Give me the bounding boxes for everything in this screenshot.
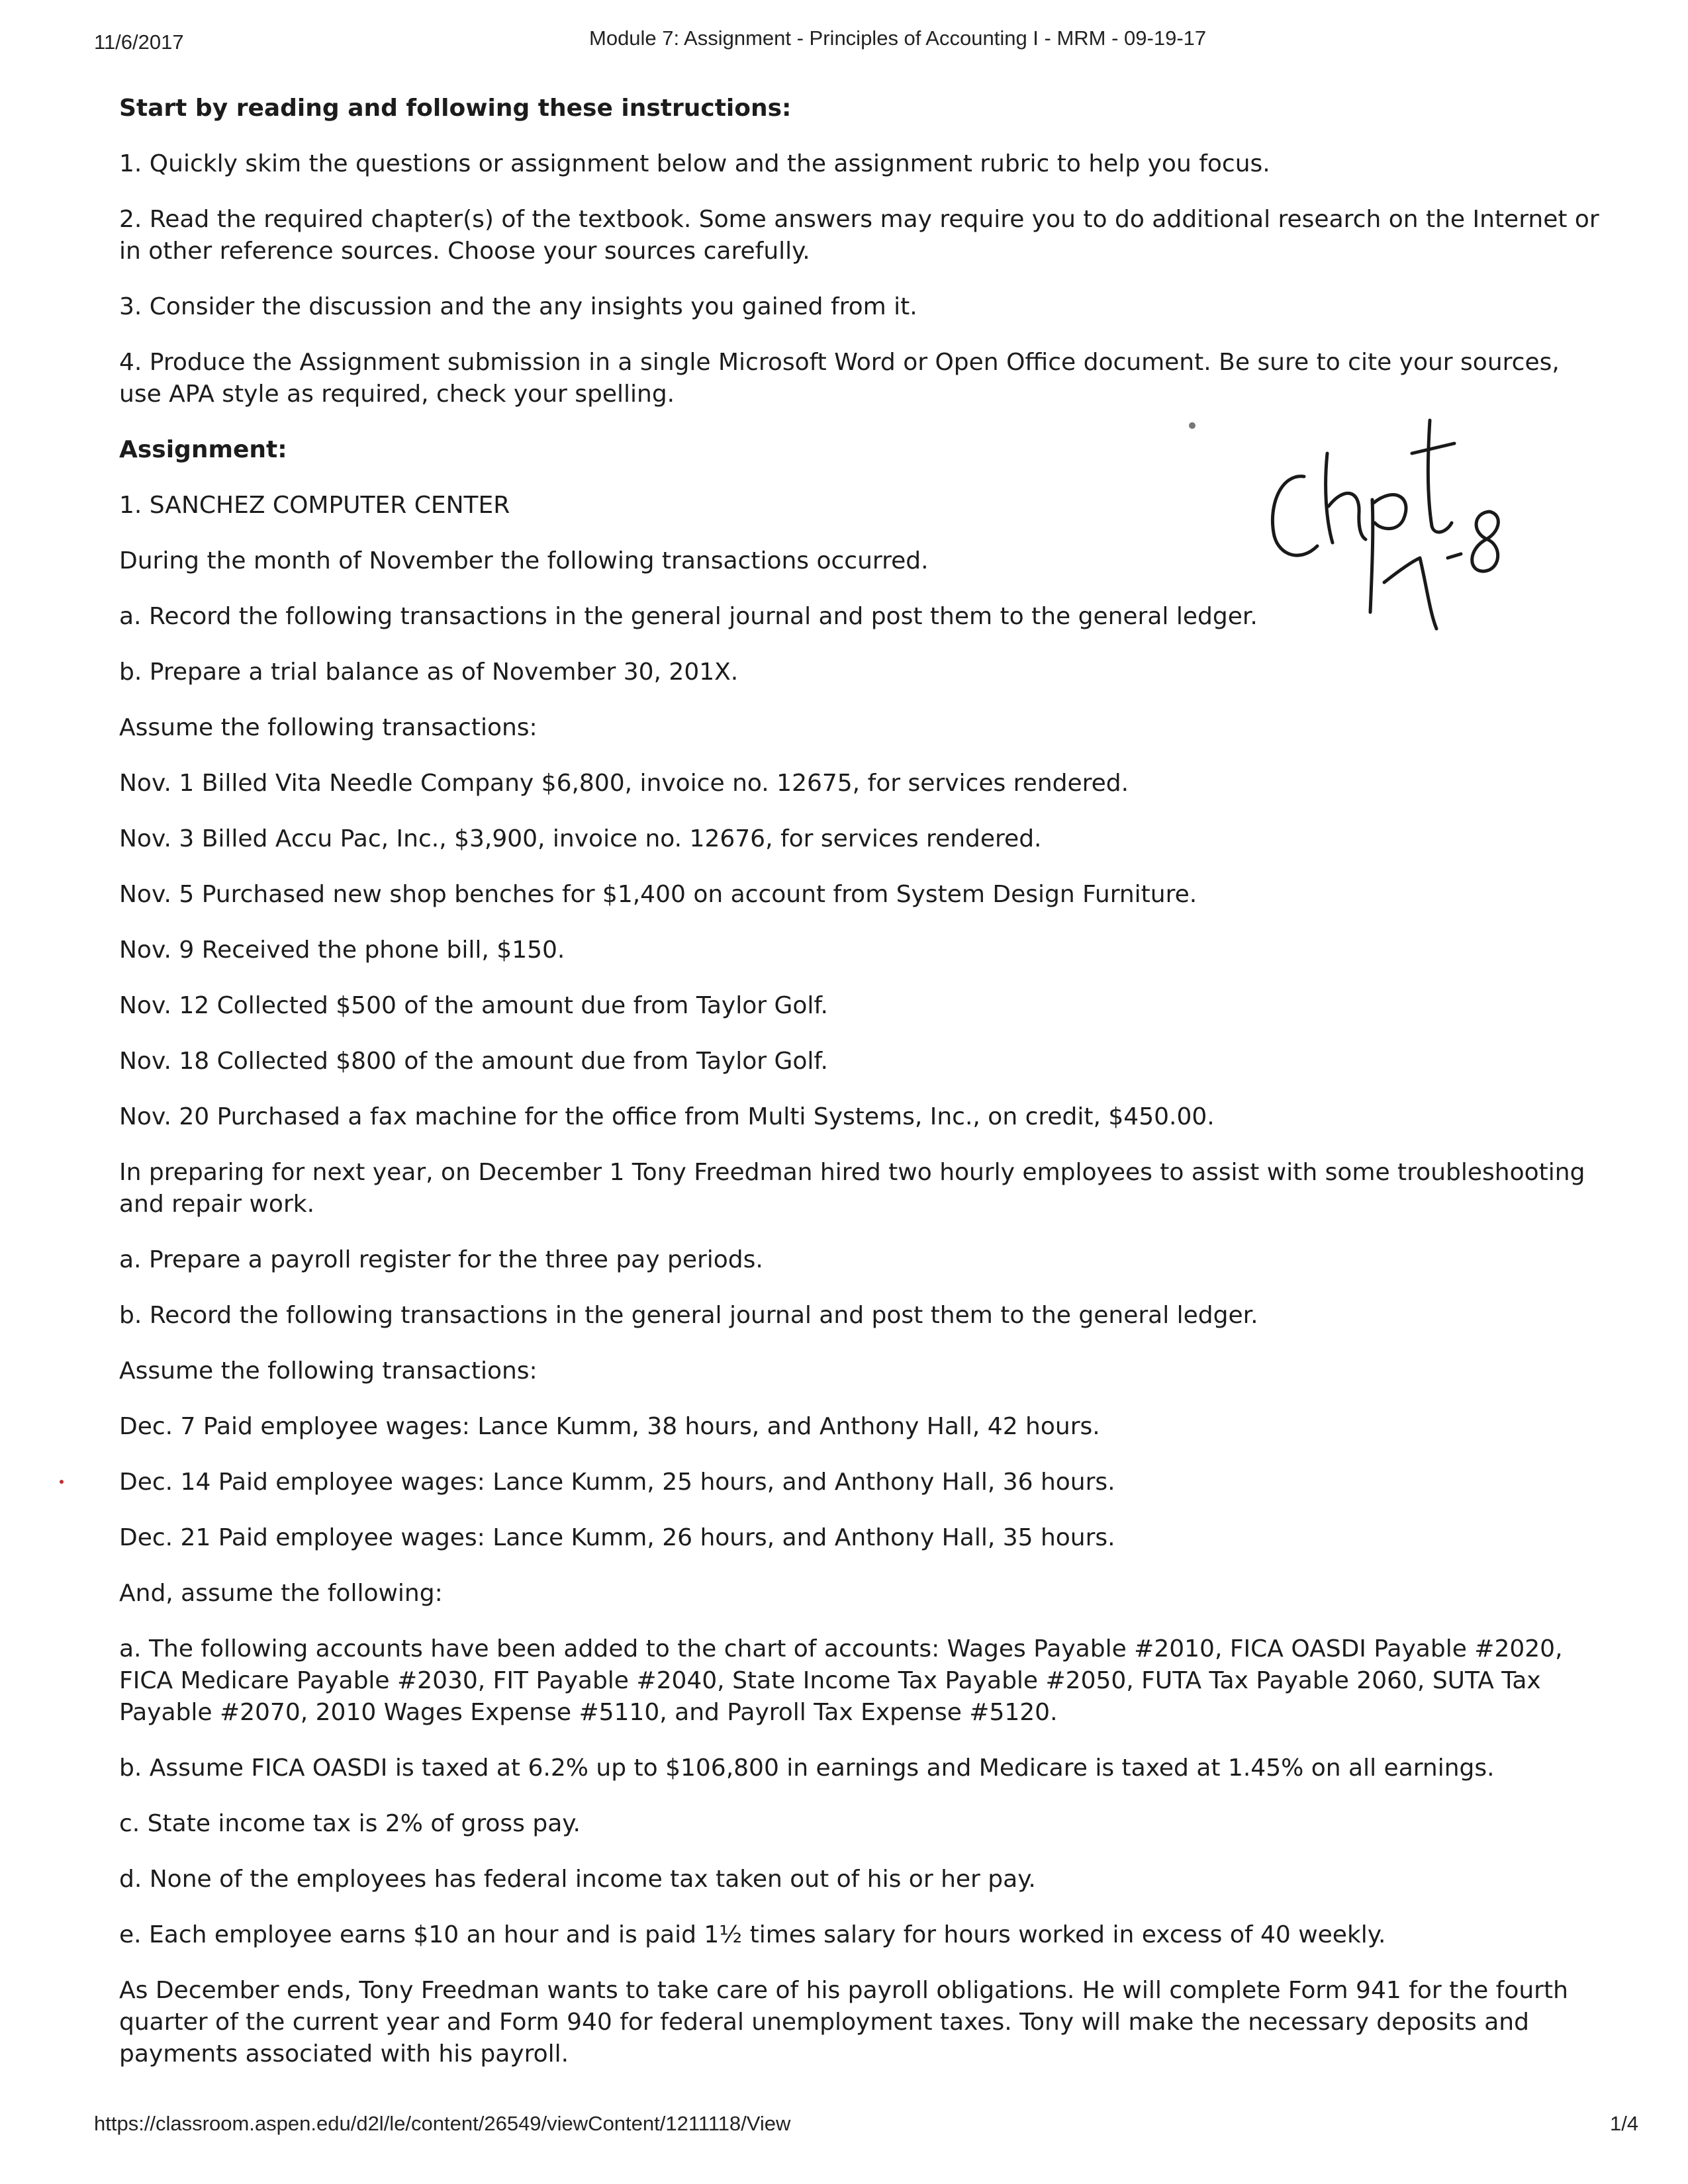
instruction-item-4: 4. Produce the Assignment submission in a single Microsoft Word or Open Office document. Be sure to cite your sources, use APA style as required, check your spelling.: [119, 349, 1560, 408]
document-body: [119, 93, 1609, 2094]
transaction-nov-9: Nov. 9 Received the phone bill, $150.: [119, 936, 565, 964]
source-url: https://classroom.aspen.edu/d2l/le/content/26549/viewContent/1211118/View: [94, 2112, 791, 2135]
transaction-nov-3: Nov. 3 Billed Accu Pac, Inc., $3,900, invoice no. 12676, for services rendered.: [119, 825, 1042, 852]
payroll-task-a: a. Prepare a payroll register for the three pay periods.: [119, 1246, 763, 1273]
november-intro: During the month of November the following transactions occurred.: [119, 547, 929, 574]
assumption-d-federal-tax: d. None of the employees has federal income tax taken out of his or her pay.: [119, 1866, 1036, 1893]
payroll-task-b: b. Record the following transactions in the general journal and post them to the general ledger.: [119, 1302, 1258, 1329]
instruction-item-1: 1. Quickly skim the questions or assignment below and the assignment rubric to help you focus.: [119, 150, 1270, 177]
assumption-c-state-tax: c. State income tax is 2% of gross pay.: [119, 1810, 581, 1837]
transaction-nov-12: Nov. 12 Collected $500 of the amount due from Taylor Golf.: [119, 992, 828, 1019]
assume-transactions-label-2: Assume the following transactions:: [119, 1357, 538, 1385]
assignment-heading: Assignment:: [119, 436, 287, 463]
instruction-item-3: 3. Consider the discussion and the any insights you gained from it.: [119, 293, 917, 320]
transaction-nov-18: Nov. 18 Collected $800 of the amount due from Taylor Golf.: [119, 1048, 828, 1075]
assume-transactions-label: Assume the following transactions:: [119, 714, 538, 741]
assumption-b-fica: b. Assume FICA OASDI is taxed at 6.2% up to $106,800 in earnings and Medicare is taxed at 1.45% on all earnings.: [119, 1754, 1495, 1782]
december-intro: In preparing for next year, on December 1 Tony Freedman hired two hourly employees to assist with some troubleshooting and repair work.: [119, 1159, 1585, 1218]
transaction-nov-20: Nov. 20 Purchased a fax machine for the office from Multi Systems, Inc., on credit, $450.00.: [119, 1103, 1215, 1130]
handwritten-chapter-note: [1254, 414, 1552, 632]
transaction-dec-14: Dec. 14 Paid employee wages: Lance Kumm, 25 hours, and Anthony Hall, 36 hours.: [119, 1469, 1115, 1496]
transaction-dec-7: Dec. 7 Paid employee wages: Lance Kumm, 38 hours, and Anthony Hall, 42 hours.: [119, 1413, 1100, 1440]
scan-speck: [60, 1480, 64, 1484]
company-name: 1. SANCHEZ COMPUTER CENTER: [119, 492, 510, 519]
task-a-journal: a. Record the following transactions in the general journal and post them to the general ledger.: [119, 603, 1258, 630]
instruction-item-2: 2. Read the required chapter(s) of the textbook. Some answers may require you to do additional research on the Internet or in other reference sources. Choose your sources carefully.: [119, 206, 1599, 265]
closing-paragraph: As December ends, Tony Freedman wants to take care of his payroll obligations. He will complete Form 941 for the fourth quarter of the current year and Form 940 for federal unemployment taxes. Tony will make the necessary deposits and payments associated with his payroll.: [119, 1977, 1568, 2068]
transaction-dec-21: Dec. 21 Paid employee wages: Lance Kumm, 26 hours, and Anthony Hall, 35 hours.: [119, 1524, 1115, 1551]
assumption-a-accounts: a. The following accounts have been added to the chart of accounts: Wages Payable #2010, FICA OASDI Payable #2020, FICA Medicare Payable #2030, FIT Payable #2040, State Income Tax Payable #2050, FUTA Tax Payable 2060, SUTA Tax Payable #2070, 2010 Wages Expense #5110, and Payroll Tax Expense #5120.: [119, 1635, 1563, 1726]
task-b-trial-balance: b. Prepare a trial balance as of November 30, 201X.: [119, 659, 739, 686]
instructions-heading: Start by reading and following these instructions:: [119, 95, 792, 122]
page-number: 1/4: [1610, 2112, 1639, 2135]
assume-following-label: And, assume the following:: [119, 1580, 443, 1607]
transaction-nov-5: Nov. 5 Purchased new shop benches for $1,400 on account from System Design Furniture.: [119, 881, 1197, 908]
print-date: 11/6/2017: [94, 30, 184, 54]
assumption-e-hourly-rate: e. Each employee earns $10 an hour and is paid 1½ times salary for hours worked in excess of 40 weekly.: [119, 1921, 1386, 1948]
scan-speck: [1189, 422, 1196, 429]
page-title: Module 7: Assignment - Principles of Accounting I - MRM - 09-19-17: [589, 26, 1207, 50]
transaction-nov-1: Nov. 1 Billed Vita Needle Company $6,800, invoice no. 12675, for services rendered.: [119, 770, 1129, 797]
